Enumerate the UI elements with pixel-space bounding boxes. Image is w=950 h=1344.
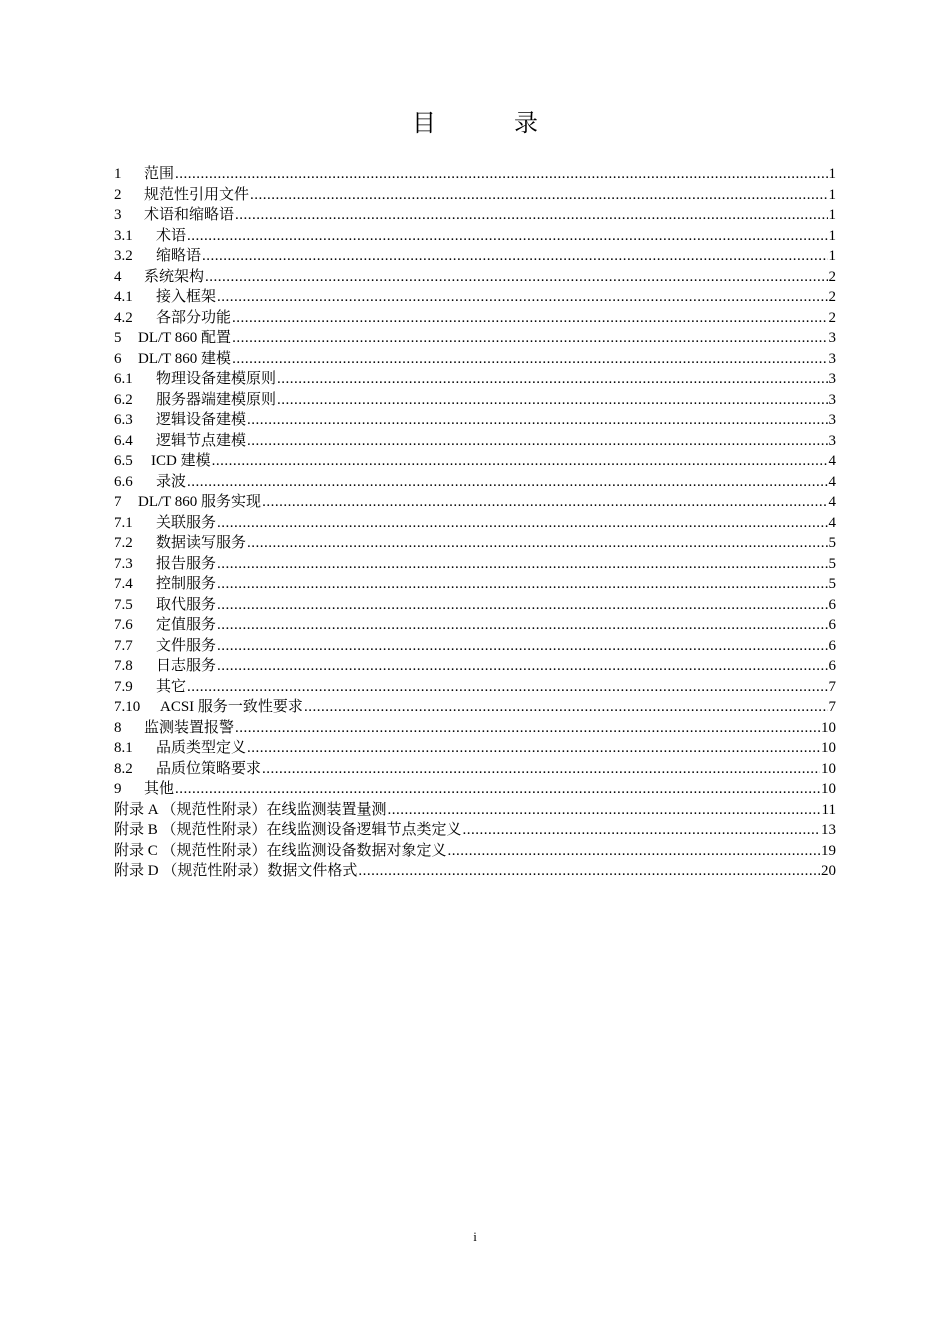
toc-entry-number: 1 [114, 166, 122, 182]
dot-leader [232, 349, 827, 370]
dot-leader [187, 226, 827, 247]
toc-entry-label: 术语和缩略语 [144, 207, 235, 223]
toc-entry-label: 附录 D （规范性附录）数据文件格式 [114, 863, 358, 879]
page-title: 目 录 [412, 111, 574, 137]
dot-leader [217, 615, 827, 636]
toc-entry[interactable] [114, 308, 836, 329]
toc-entry-label: DL/T 860 配置 [138, 330, 232, 346]
toc-entry-page: 5 [828, 535, 836, 551]
page-number: i [473, 1229, 477, 1244]
toc-entry[interactable] [114, 390, 836, 411]
toc-entry[interactable] [114, 800, 836, 821]
toc-entry-number: 6.6 [114, 473, 133, 490]
toc-entry[interactable] [114, 287, 836, 308]
toc-entry-number: 9 [114, 781, 122, 797]
toc-entry-label: 逻辑节点建模 [156, 432, 247, 449]
toc-entry-page: 1 [828, 248, 836, 264]
dot-leader [448, 841, 820, 862]
toc-entry-page: 6 [828, 658, 836, 674]
toc-entry-page: 3 [828, 350, 836, 367]
toc-entry-number: 8.1 [114, 740, 133, 756]
toc-entry[interactable] [114, 513, 836, 534]
toc-entry-number: 7.2 [114, 535, 133, 551]
toc-entry-label: 术语 [156, 227, 187, 244]
toc-entry-label: 各部分功能 [156, 309, 232, 326]
toc-entry[interactable] [114, 677, 836, 698]
toc-entry-page: 3 [828, 330, 836, 346]
toc-entry-label: 品质位策略要求 [156, 760, 262, 777]
toc-entry[interactable] [114, 759, 836, 780]
toc-entry-page: 1 [828, 207, 836, 223]
toc-entry-page: 6 [828, 637, 836, 654]
toc-entry-label: 品质类型定义 [156, 740, 247, 756]
toc-entry-page: 4 [828, 453, 836, 469]
toc-entry-page: 6 [828, 617, 836, 633]
toc-entry-label: 规范性引用文件 [144, 186, 250, 203]
dot-leader [187, 472, 827, 493]
toc-entry-label: 逻辑设备建模 [156, 412, 247, 428]
dot-leader [217, 574, 827, 595]
toc-entry-page: 1 [828, 166, 836, 182]
toc-entry-number: 2 [114, 186, 122, 203]
toc-entry-label: 关联服务 [156, 514, 217, 531]
toc-entry-number: 6.2 [114, 391, 133, 408]
dot-leader [358, 861, 820, 882]
toc-entry-number: 3.1 [114, 227, 133, 244]
toc-entry[interactable] [114, 533, 836, 554]
toc-entry-label: 其他 [144, 781, 175, 797]
toc-entry-label: ACSI 服务一致性要求 [160, 699, 303, 715]
toc-entry-number: 5 [114, 330, 122, 346]
toc-entry[interactable] [114, 349, 836, 370]
toc-entry-page: 2 [828, 289, 836, 305]
toc-entry-page: 10 [821, 781, 836, 797]
toc-entry-label: 监测装置报警 [144, 719, 235, 736]
toc-entry-number: 7.8 [114, 658, 133, 674]
toc-entry-number: 6.3 [114, 412, 133, 428]
toc-entry-label: 缩略语 [156, 248, 202, 264]
toc-entry[interactable] [114, 779, 836, 800]
toc-entry-page: 10 [821, 740, 836, 756]
toc-entry[interactable] [114, 246, 836, 267]
toc-entry-page: 5 [828, 576, 836, 592]
toc-entry-number: 7.9 [114, 678, 133, 695]
toc-entry-number: 7.7 [114, 637, 133, 654]
toc-entry-page: 10 [821, 719, 836, 736]
toc-entry-page: 3 [828, 391, 836, 408]
toc-entry-label: 日志服务 [156, 658, 217, 674]
toc-entry-page: 5 [828, 555, 836, 572]
toc-entry-number: 6.1 [114, 371, 133, 387]
toc-entry-label: 录波 [156, 473, 187, 490]
dot-leader [212, 451, 828, 472]
toc-entry[interactable] [114, 820, 836, 841]
toc-entry-label: 数据读写服务 [156, 535, 247, 551]
toc-entry-page: 3 [828, 412, 836, 428]
dot-leader [277, 369, 827, 390]
toc-entry[interactable] [114, 205, 836, 226]
toc-entry-page: 3 [828, 432, 836, 449]
toc-entry-page: 7 [828, 678, 836, 695]
toc-entry[interactable] [114, 697, 836, 718]
toc-entry[interactable] [114, 738, 836, 759]
dot-leader [175, 164, 827, 185]
dot-leader [388, 800, 821, 821]
toc-entry-number: 7 [114, 494, 122, 510]
toc-entry[interactable] [114, 636, 836, 657]
toc-entry[interactable] [114, 574, 836, 595]
toc-entry-page: 13 [821, 822, 836, 838]
toc-entry-label: 附录 A （规范性附录）在线监测装置量测 [114, 801, 387, 818]
dot-leader [277, 390, 827, 411]
toc-entry[interactable] [114, 185, 836, 206]
table-of-contents [114, 164, 836, 882]
toc-entry-number: 4 [114, 268, 122, 285]
dot-leader [202, 246, 827, 267]
toc-entry-label: 取代服务 [156, 596, 217, 613]
toc-entry-page: 4 [828, 473, 836, 490]
toc-entry-page: 4 [828, 494, 836, 510]
toc-entry[interactable] [114, 431, 836, 452]
toc-entry-number: 7.6 [114, 617, 133, 633]
toc-entry-page: 10 [821, 760, 836, 777]
toc-entry[interactable] [114, 328, 836, 349]
toc-entry-label: 物理设备建模原则 [156, 371, 277, 387]
toc-entry-label: 系统架构 [144, 268, 205, 285]
toc-entry[interactable] [114, 410, 836, 431]
toc-entry[interactable] [114, 861, 836, 882]
toc-entry[interactable] [114, 472, 836, 493]
dot-leader [217, 513, 827, 534]
toc-entry[interactable] [114, 718, 836, 739]
toc-entry[interactable] [114, 595, 836, 616]
toc-entry-number: 7.5 [114, 596, 133, 613]
toc-entry-page: 19 [821, 842, 836, 859]
dot-leader [247, 533, 827, 554]
dot-leader [232, 328, 827, 349]
toc-entry-label: 附录 B （规范性附录）在线监测设备逻辑节点类定义 [114, 822, 462, 838]
toc-entry-number: 4.1 [114, 289, 133, 305]
toc-entry-label: ICD 建模 [151, 453, 211, 469]
toc-entry-number: 3 [114, 207, 122, 223]
toc-entry-number: 3.2 [114, 248, 133, 264]
dot-leader [250, 185, 827, 206]
toc-entry-page: 7 [828, 699, 836, 715]
toc-entry-label: 范围 [144, 166, 175, 182]
toc-entry-label: 其它 [156, 678, 187, 695]
dot-leader [247, 410, 827, 431]
toc-entry-label: 控制服务 [156, 576, 217, 592]
toc-entry-number: 8 [114, 719, 122, 736]
toc-entry-page: 2 [828, 309, 836, 326]
toc-entry-page: 3 [828, 371, 836, 387]
toc-entry-page: 4 [828, 514, 836, 531]
toc-entry-number: 7.4 [114, 576, 133, 592]
toc-entry[interactable] [114, 656, 836, 677]
dot-leader [247, 738, 820, 759]
toc-entry[interactable] [114, 267, 836, 288]
dot-leader [232, 308, 827, 329]
toc-entry-page: 1 [828, 227, 836, 244]
toc-entry-number: 6.5 [114, 453, 133, 469]
toc-entry-label: 文件服务 [156, 637, 217, 654]
toc-entry-label: 报告服务 [156, 555, 217, 572]
toc-entry[interactable] [114, 369, 836, 390]
toc-entry-number: 4.2 [114, 309, 133, 326]
dot-leader [304, 697, 828, 718]
toc-entry[interactable] [114, 226, 836, 247]
dot-leader [217, 656, 827, 677]
toc-entry-label: DL/T 860 服务实现 [138, 494, 262, 510]
toc-entry[interactable] [114, 841, 836, 862]
toc-entry[interactable] [114, 554, 836, 575]
toc-entry-number: 7.10 [114, 699, 141, 715]
toc-entry-label: DL/T 860 建模 [138, 350, 232, 367]
dot-leader [235, 205, 827, 226]
toc-entry-label: 服务器端建模原则 [156, 391, 277, 408]
toc-entry-label: 接入框架 [156, 289, 217, 305]
dot-leader [217, 287, 827, 308]
toc-entry-label: 附录 C （规范性附录）在线监测设备数据对象定义 [114, 842, 447, 859]
dot-leader [187, 677, 827, 698]
toc-entry-label: 定值服务 [156, 617, 217, 633]
dot-leader [217, 636, 827, 657]
toc-entry-number: 6 [114, 350, 122, 367]
dot-leader [205, 267, 827, 288]
dot-leader [175, 779, 820, 800]
dot-leader [217, 595, 827, 616]
toc-entry[interactable] [114, 164, 836, 185]
toc-entry[interactable] [114, 615, 836, 636]
toc-entry-page: 1 [828, 186, 836, 203]
toc-entry-page: 6 [828, 596, 836, 613]
dot-leader [262, 759, 820, 780]
dot-leader [217, 554, 827, 575]
toc-entry-number: 7.3 [114, 555, 133, 572]
toc-entry[interactable] [114, 492, 836, 513]
toc-entry-number: 7.1 [114, 514, 133, 531]
toc-entry-page: 20 [821, 863, 836, 879]
toc-entry-number: 6.4 [114, 432, 133, 449]
toc-entry[interactable] [114, 451, 836, 472]
toc-entry-page: 2 [828, 268, 836, 285]
toc-entry-page: 11 [821, 801, 836, 818]
dot-leader [235, 718, 820, 739]
dot-leader [463, 820, 820, 841]
toc-entry-number: 8.2 [114, 760, 133, 777]
dot-leader [262, 492, 827, 513]
dot-leader [247, 431, 827, 452]
